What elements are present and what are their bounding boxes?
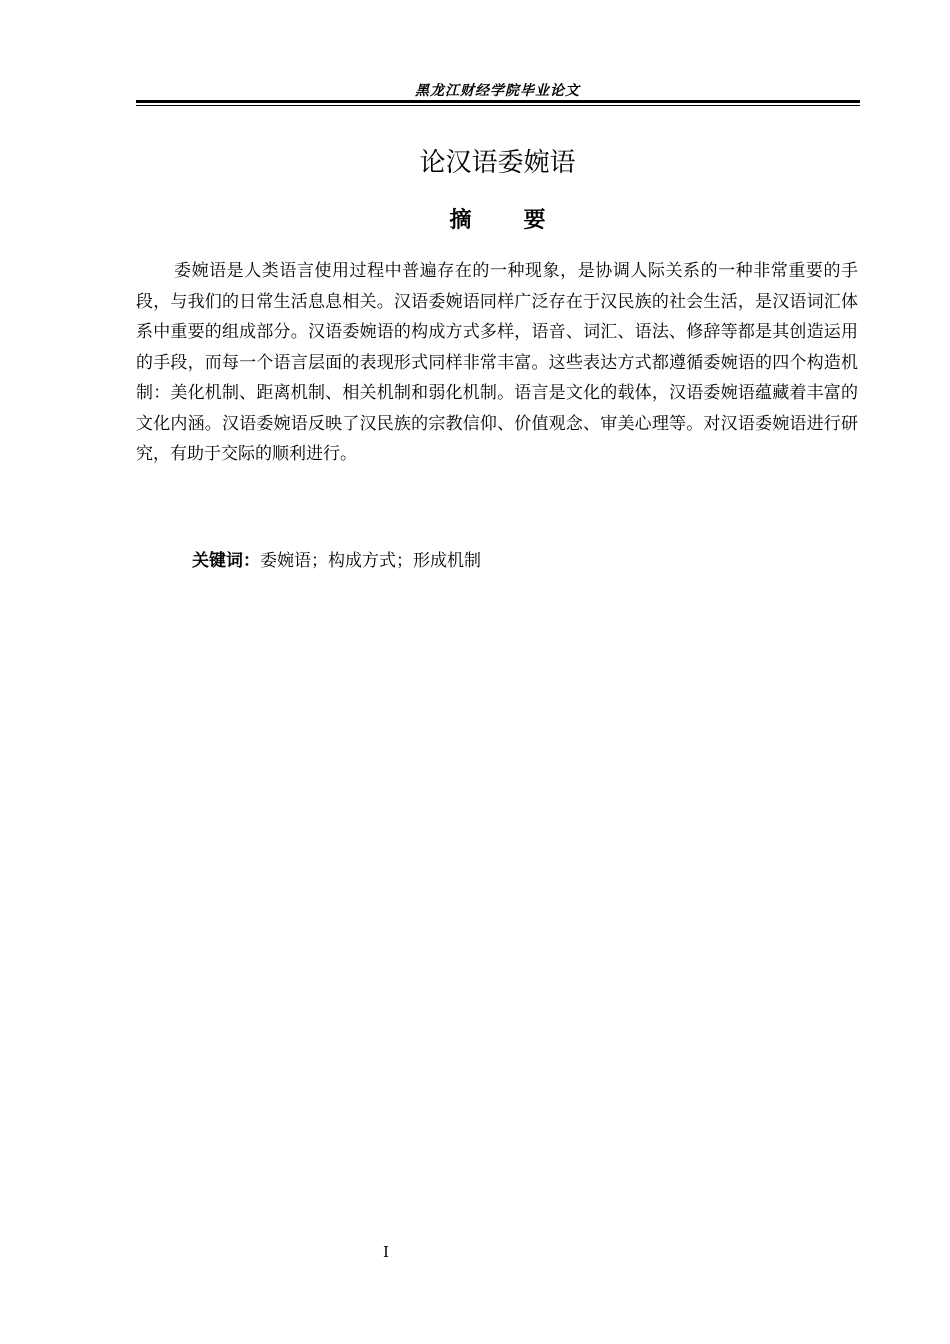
keywords-value: 委婉语；构成方式；形成机制 — [260, 551, 481, 571]
page-number: I — [383, 1243, 389, 1261]
keywords-label: 关键词： — [192, 551, 260, 571]
document-title: 论汉语委婉语 — [419, 148, 576, 178]
abstract-paragraph: 委婉语是人类语言使用过程中普遍存在的一种现象，是协调人际关系的一种非常重要的手段，与我们的日常生活息息相关。汉语委婉语同样广泛存在于汉民族的社会生活，是汉语词汇体系中重要的组成部分。汉语委婉语的构成方式多样，语音、词汇、语法、修辞等都是其创造运用的手段，而每一个语言层面的表现形式同样非常丰富。这些表达方式都遵循委婉语的四个构造机制：美化机制、距离机制、相关机制和弱化机制。语言是文化的载体，汉语委婉语蕴藏着丰富的文化内涵。汉语委婉语反映了汉民族的宗教信仰、价值观念、审美心理等。对汉语委婉语进行研究，有助于交际的顺利进行。 — [136, 261, 858, 464]
header-rule-thin — [136, 105, 860, 106]
abstract-heading: 摘要 — [449, 208, 598, 233]
running-header: 黑龙江财经学院毕业论文 — [415, 83, 580, 99]
header-rule-thick — [136, 100, 860, 103]
keywords-line — [192, 546, 481, 571]
